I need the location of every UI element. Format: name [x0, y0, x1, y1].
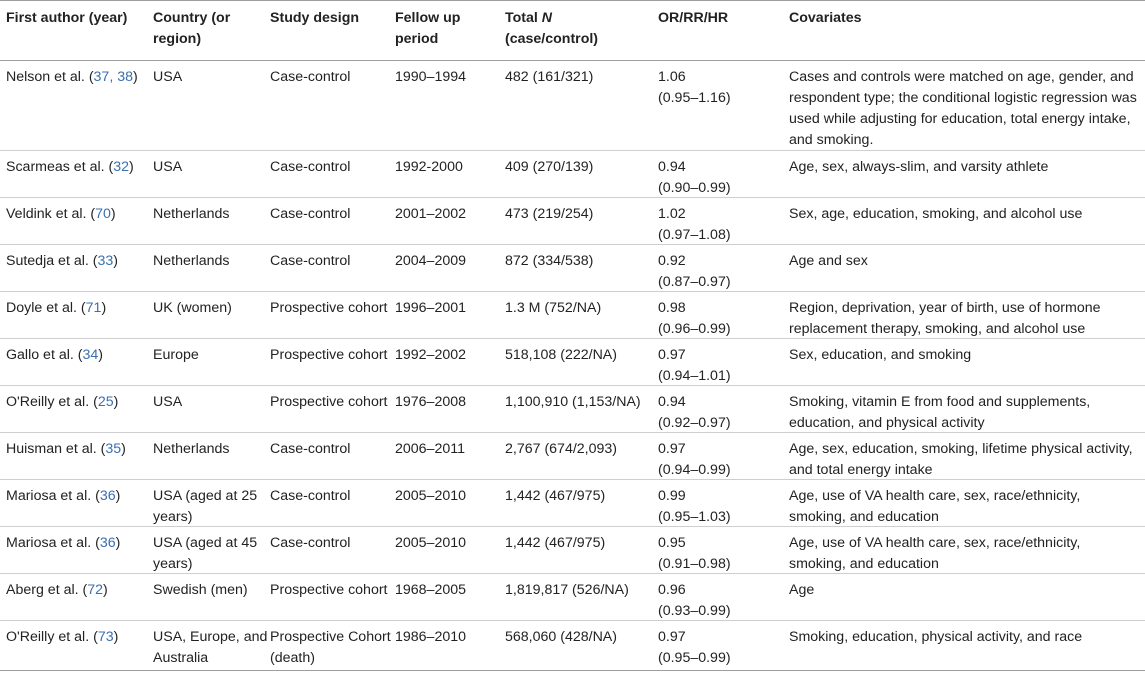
cell-ratio — [658, 627, 789, 670]
cell-total: 1,442 (467/975) — [505, 488, 606, 504]
ratio-ci: (0.94–1.01) — [658, 368, 731, 384]
cell-country: Swedish (men) — [153, 582, 248, 598]
reference-link[interactable]: 33 — [97, 253, 114, 269]
reference-link[interactable]: 36 — [99, 488, 116, 504]
cell-total: 872 (334/538) — [505, 253, 594, 269]
cell-total: 409 (270/139) — [505, 159, 594, 175]
cell-country: Netherlands — [153, 253, 230, 269]
cell-covariates: Sex, education, and smoking — [789, 347, 972, 363]
author-name: Mariosa et al. — [6, 535, 92, 551]
cell-ratio — [658, 486, 789, 526]
cell-period: 2005–2010 — [395, 488, 467, 504]
ratio-ci: (0.95–1.03) — [658, 509, 731, 525]
table-row — [0, 574, 1145, 621]
ratio-value: 0.97 — [658, 629, 686, 645]
cell-design: Case-control — [270, 488, 351, 504]
reference-link[interactable]: 70 — [95, 206, 111, 222]
ratio-value: 0.99 — [658, 488, 686, 504]
reference-link[interactable]: 72 — [87, 582, 104, 598]
ratio-ci: (0.87–0.97) — [658, 274, 731, 290]
ratio-ci: (0.93–0.99) — [658, 603, 731, 619]
ratio-ci: (0.95–1.16) — [658, 90, 731, 106]
cell-period: 2006–2011 — [395, 441, 465, 457]
author-name: Doyle et al. — [6, 300, 77, 316]
cell-total: 1,819,817 (526/NA) — [505, 582, 629, 598]
cell-author: Nelson et al. (37, 38) — [6, 69, 138, 85]
reference-link[interactable]: 32 — [113, 159, 130, 175]
cell-covariates: Age, use of VA health care, sex, race/ethnicity, smoking, and education — [789, 535, 1081, 572]
cell-ratio — [658, 580, 789, 620]
cell-covariates: Smoking, education, physical activity, and race — [789, 629, 1083, 645]
ratio-ci: (0.92–0.97) — [658, 415, 731, 431]
table-row — [0, 198, 1145, 245]
cell-country: USA (aged at 45 years) — [153, 535, 258, 572]
cell-country: USA — [153, 394, 183, 410]
cell-design: Case-control — [270, 159, 351, 175]
cell-design: Case-control — [270, 206, 351, 222]
cell-ratio — [658, 439, 789, 479]
ratio-ci: (0.90–0.99) — [658, 180, 731, 196]
author-name: Aberg et al. — [6, 582, 79, 598]
author-name: O'Reilly et al. — [6, 629, 90, 645]
ratio-value: 0.97 — [658, 441, 686, 457]
table-row — [0, 61, 1145, 151]
ratio-ci: (0.97–1.08) — [658, 227, 731, 243]
cell-period: 1968–2005 — [395, 582, 467, 598]
cell-period: 1990–1994 — [395, 69, 467, 85]
table-row — [0, 527, 1145, 574]
ratio-ci: (0.91–0.98) — [658, 556, 731, 572]
cell-total: 1.3 M (752/NA) — [505, 300, 602, 316]
ratio-value: 1.02 — [658, 206, 686, 222]
header-ratio: OR/RR/HR — [658, 10, 729, 26]
cell-period: 2004–2009 — [395, 253, 467, 269]
cell-covariates: Age, sex, education, smoking, lifetime physical activity, and total energy intake — [789, 441, 1133, 478]
header-author: First author (year) — [6, 10, 128, 26]
cell-author: O'Reilly et al. (73) — [6, 629, 119, 645]
ratio-value: 0.96 — [658, 582, 686, 598]
cell-ratio — [658, 204, 789, 244]
cell-total: 518,108 (222/NA) — [505, 347, 617, 363]
reference-link[interactable]: 73 — [97, 629, 114, 645]
cell-country: Europe — [153, 347, 199, 363]
cell-period: 2001–2002 — [395, 206, 467, 222]
header-period: Fellow up period — [395, 10, 461, 47]
cell-covariates: Region, deprivation, year of birth, use of hormone replacement therapy, smoking, and alcohol use — [789, 300, 1101, 337]
header-total — [505, 8, 658, 60]
cell-total: 568,060 (428/NA) — [505, 629, 617, 645]
ratio-value: 0.97 — [658, 347, 686, 363]
cell-design: Case-control — [270, 441, 351, 457]
table-row — [0, 151, 1145, 198]
table-row — [0, 480, 1145, 527]
cell-design: Case-control — [270, 535, 351, 551]
cell-country: USA — [153, 69, 183, 85]
author-name: Scarmeas et al. — [6, 159, 105, 175]
table-row — [0, 621, 1145, 671]
cell-country: USA, Europe, and Australia — [153, 629, 268, 666]
table-row — [0, 245, 1145, 292]
author-name: Huisman et al. — [6, 441, 97, 457]
ratio-value: 0.94 — [658, 159, 686, 175]
cell-period: 1976–2008 — [395, 394, 467, 410]
cell-period: 1992–2002 — [395, 347, 467, 363]
cell-author: Gallo et al. (34) — [6, 347, 104, 363]
table-row — [0, 386, 1145, 433]
cell-period: 1986–2010 — [395, 629, 467, 645]
cell-ratio — [658, 345, 789, 385]
reference-link[interactable]: 25 — [97, 394, 114, 410]
cell-country: UK (women) — [153, 300, 232, 316]
ratio-ci: (0.96–0.99) — [658, 321, 731, 337]
cell-covariates: Sex, age, education, smoking, and alcohol use — [789, 206, 1083, 222]
reference-link[interactable]: 34 — [82, 347, 99, 363]
cell-ratio — [658, 392, 789, 432]
table-header — [0, 0, 1145, 61]
author-name: Nelson et al. — [6, 69, 85, 85]
cell-design: Prospective cohort — [270, 394, 388, 410]
reference-link[interactable]: 71 — [85, 300, 102, 316]
ratio-value: 0.94 — [658, 394, 686, 410]
cell-country: USA (aged at 25 years) — [153, 488, 258, 525]
header-total-prefix: Total — [505, 10, 538, 26]
cell-design: Prospective cohort — [270, 347, 388, 363]
cell-ratio — [658, 251, 789, 291]
cell-period: 1996–2001 — [395, 300, 467, 316]
ratio-ci: (0.94–0.99) — [658, 462, 731, 478]
ratio-value: 0.95 — [658, 535, 686, 551]
cell-author: Veldink et al. (70) — [6, 206, 116, 222]
reference-link[interactable]: 37, 38 — [93, 69, 133, 85]
table-row — [0, 433, 1145, 480]
cell-covariates: Age and sex — [789, 253, 868, 269]
cell-design: Prospective cohort — [270, 582, 388, 598]
cell-ratio — [658, 533, 789, 573]
cell-author: Aberg et al. (72) — [6, 582, 108, 598]
cell-author: Sutedja et al. (33) — [6, 253, 119, 269]
cell-country: Netherlands — [153, 206, 230, 222]
cell-total: 482 (161/321) — [505, 69, 594, 85]
header-design: Study design — [270, 10, 360, 26]
cell-author: Scarmeas et al. (32) — [6, 159, 134, 175]
table-row — [0, 339, 1145, 386]
cell-covariates: Age, sex, always-slim, and varsity athlete — [789, 159, 1049, 175]
cell-design: Prospective cohort — [270, 300, 388, 316]
cell-covariates: Smoking, vitamin E from food and supplements, education, and physical activity — [789, 394, 1091, 431]
cell-ratio — [658, 157, 789, 197]
author-name: Veldink et al. — [6, 206, 87, 222]
reference-link[interactable]: 36 — [99, 535, 116, 551]
ratio-ci: (0.95–0.99) — [658, 650, 731, 666]
ratio-value: 0.98 — [658, 300, 686, 316]
cell-ratio — [658, 298, 789, 338]
cell-ratio — [658, 67, 789, 150]
cell-covariates: Age, use of VA health care, sex, race/ethnicity, smoking, and education — [789, 488, 1081, 525]
cell-author: O'Reilly et al. (25) — [6, 394, 119, 410]
author-name: Mariosa et al. — [6, 488, 92, 504]
header-covariates: Covariates — [789, 10, 862, 26]
ratio-value: 0.92 — [658, 253, 686, 269]
cell-period: 1992-2000 — [395, 159, 463, 175]
cell-author: Mariosa et al. (36) — [6, 488, 121, 504]
reference-link[interactable]: 35 — [105, 441, 122, 457]
cell-country: USA — [153, 159, 183, 175]
author-name: Sutedja et al. — [6, 253, 89, 269]
cell-total: 2,767 (674/2,093) — [505, 441, 618, 457]
cell-design: Prospective Cohort (death) — [270, 629, 391, 666]
cell-covariates: Age — [789, 582, 815, 598]
cell-period: 2005–2010 — [395, 535, 467, 551]
cell-author: Doyle et al. (71) — [6, 300, 107, 316]
cell-author: Huisman et al. (35) — [6, 441, 126, 457]
table-body — [0, 61, 1145, 671]
cell-total: 473 (219/254) — [505, 206, 594, 222]
cell-design: Case-control — [270, 253, 351, 269]
cell-covariates: Cases and controls were matched on age, gender, and respondent type; the conditional logistic regression was used while adjusting for education, total energy intake, and smoking. — [789, 69, 1137, 148]
ratio-value: 1.06 — [658, 69, 686, 85]
cell-author: Mariosa et al. (36) — [6, 535, 121, 551]
cell-total: 1,100,910 (1,153/NA) — [505, 394, 641, 410]
table-row — [0, 292, 1145, 339]
cell-design: Case-control — [270, 69, 351, 85]
author-name: O'Reilly et al. — [6, 394, 90, 410]
cell-country: Netherlands — [153, 441, 230, 457]
author-name: Gallo et al. — [6, 347, 74, 363]
header-country: Country (or region) — [153, 10, 231, 47]
cell-total: 1,442 (467/975) — [505, 535, 606, 551]
header-total-n: N — [541, 10, 553, 26]
header-total-suffix: (case/control) — [505, 31, 599, 47]
